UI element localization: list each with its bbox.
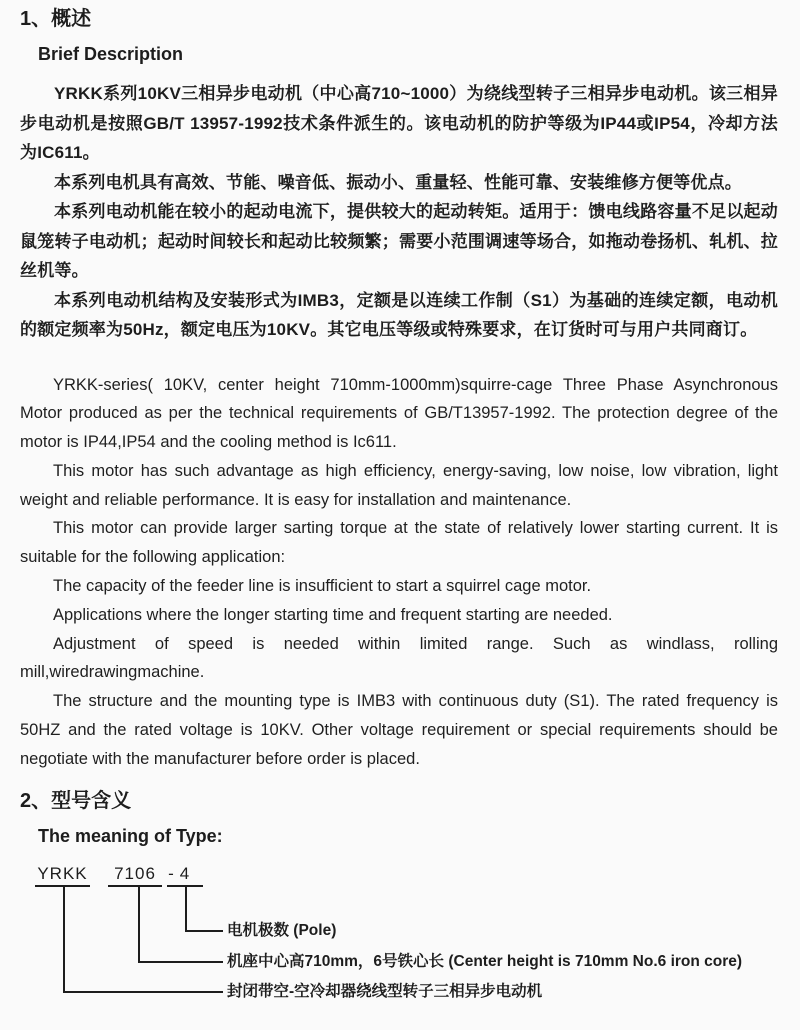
type-code-frame: 7106	[108, 864, 162, 887]
en-paragraph-1: YRKK-series( 10KV, center height 710mm-1000mm)squirre-cage Three Phase Asynchronous Motor produced as per the technical requirements of GB/T13957-1992. The protection degree of the motor is IP44,IP54 and the cooling method is Ic611.	[20, 375, 778, 452]
section2-heading-cn: 2、型号含义	[20, 789, 132, 812]
cn-paragraph-3: 本系列电动机能在较小的起动电流下，提供较大的起动转矩。适用于：馈电线路容量不足以起动鼠笼转子电动机；起动时间较长和起动比较频繁；需要小范围调速等场合，如拖动卷扬机、轧机、拉丝机等。	[20, 202, 778, 280]
paragraph-gap	[20, 345, 778, 371]
en-paragraph-5: Applications where the longer starting time and frequent starting are needed.	[53, 605, 613, 624]
en-paragraph-2: This motor has such advantage as high efficiency, energy-saving, low noise, low vibration, light weight and reliable performance. It is easy for installation and maintenance.	[20, 461, 778, 509]
type-code-dash: -	[168, 863, 174, 883]
section1-heading-cn: 1、概述	[20, 8, 92, 30]
section1-heading-en: Brief Description	[38, 44, 184, 64]
en-paragraph-3: This motor can provide larger sarting torque at the state of relatively lower starting current. It is suitable for the following application:	[20, 519, 778, 567]
type-code-pole: 4	[167, 864, 203, 887]
cn-paragraph-4: 本系列电动机结构及安装形式为IMB3，定额是以连续工作制（S1）为基础的连续定额，电动机的额定频率为50Hz，额定电压为10KV。其它电压等级或特殊要求，在订货时可与用户共同商订。	[20, 290, 778, 339]
connector-vline-pole	[185, 885, 187, 932]
en-paragraph-4: The capacity of the feeder line is insufficient to start a squirrel cage motor.	[53, 577, 592, 596]
type-designation-diagram	[20, 864, 778, 1014]
diagram-label-frame: 机座中心高710mm，6号铁心长 (Center height is 710mm No.6 iron core)	[227, 952, 743, 970]
connector-vline-series	[63, 885, 65, 993]
section2-heading-en: The meaning of Type:	[38, 825, 223, 846]
diagram-label-pole: 电机极数 (Pole)	[227, 921, 337, 939]
connector-hline-series	[63, 991, 223, 993]
en-paragraph-6: Adjustment of speed is needed within limited range. Such as windlass, rolling mill,wiredrawingmachine.	[20, 634, 778, 682]
diagram-label-series: 封闭带空-空冷却器绕线型转子三相异步电动机	[227, 982, 543, 1000]
cn-paragraph-1: YRKK系列10KV三相异步电动机（中心高710~1000）为绕线型转子三相异步电动机。该三相异步电动机是按照GB/T 13957-1992技术条件派生的。该电动机的防护等级为IP44或IP54，冷却方法为IC611。	[20, 84, 778, 162]
cn-paragraph-2: 本系列电机具有高效、节能、噪音低、振动小、重量轻、性能可靠、安装维修方便等优点。	[54, 172, 742, 192]
connector-hline-pole	[185, 930, 223, 932]
connector-hline-frame	[138, 961, 223, 963]
connector-vline-frame	[138, 885, 140, 963]
en-paragraph-7: The structure and the mounting type is IMB3 with continuous duty (S1). The rated frequency is 50HZ and the rated voltage is 10KV. Other voltage requirement or special requirements should be negotiate with the manufacturer before order is placed.	[20, 692, 778, 768]
type-code-series: YRKK	[35, 864, 90, 887]
